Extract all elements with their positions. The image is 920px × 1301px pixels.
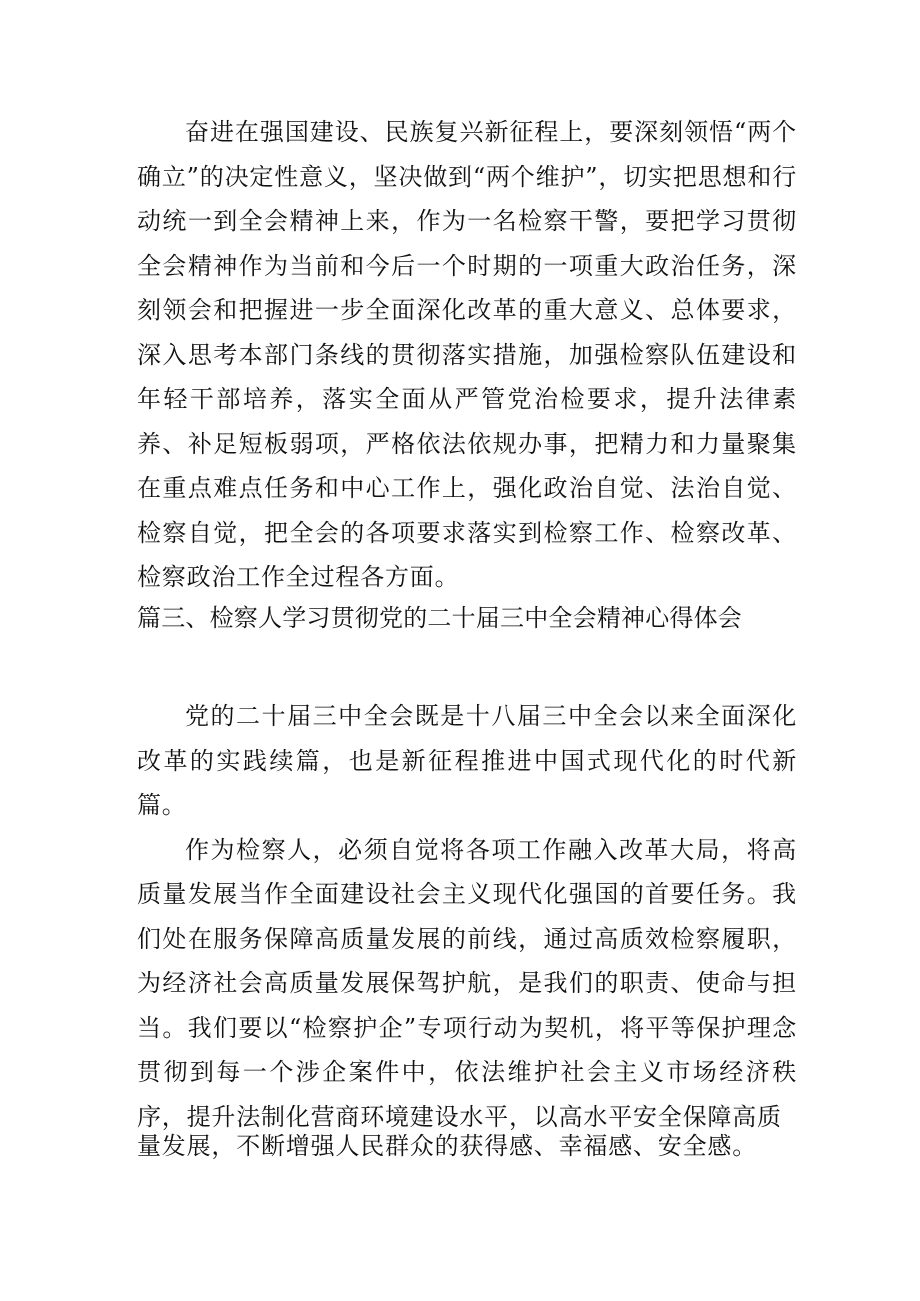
body-paragraph: 奋进在强国建设、民族复兴新征程上，要深刻领悟“两个确立”的决定性意义，坚决做到“两个维护”，切实把思想和行动统一到全会精神上来，作为一名检察干警，要把学习贯彻全会精神作为当前和今后一个时期的一项重大政治任务，深刻领会和把握进一步全面深化改革的重大意义、总体要求，深入思考本部门条线的贯彻落实措施，加强检察队伍建设和年轻干部培养，落实全面从严管党治检要求，提升法律素养、补足短板弱项，严格依法依规办事，把精力和力量聚集在重点难点任务和中心工作上，强化政治自觉、法治自觉、检察自觉，把全会的各项要求落实到检察工作、检察改革、检察政治工作全过程各方面。 [137,118,797,591]
paragraph-block-3 [137,1124,797,1169]
body-paragraph: 党的二十届三中全会既是十八届三中全会以来全面深化改革的实践续篇，也是新征程推进中国式现代化的时代新篇。 [137,702,797,819]
paragraph-block-1 [137,110,797,600]
section-heading: 篇三、检察人学习贯彻党的二十届三中全会精神心得体会 [137,604,742,632]
paragraph-block-2 [137,694,797,1139]
body-paragraph: 作为检察人，必须自觉将各项工作融入改革大局，将高质量发展当作全面建设社会主义现代化强国的首要任务。我们处在服务保障高质量发展的前线，通过高质效检察履职，为经济社会高质量发展保驾护航，是我们的职责、使命与担当。我们要以“检察护企”专项行动为契机，将平等保护理念贯彻到每一个涉企案件中，依法维护社会主义市场经济秩序，提升法制化营商环境建设水平，以高水平安全保障高质 [137,835,797,1131]
body-paragraph: 量发展，不断增强人民群众的获得感、幸福感、安全感。 [137,1132,757,1160]
